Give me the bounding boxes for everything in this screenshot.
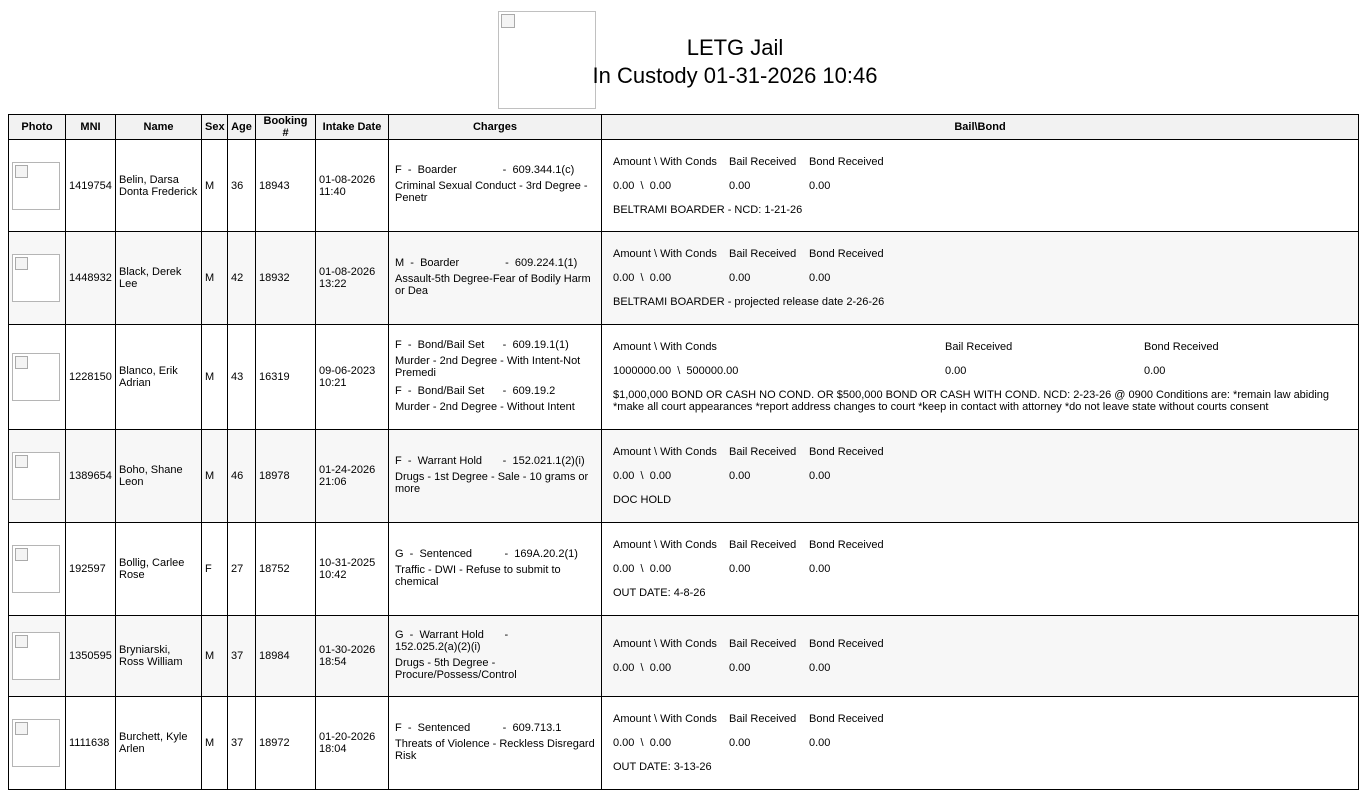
bond-received-value: 0.00 <box>809 470 831 482</box>
intake-date-cell: 01-20-2026 18:04 <box>316 697 389 790</box>
amount-with-conds: 0.00 <box>649 563 672 575</box>
charge-description: Drugs - 1st Degree - Sale - 10 grams or more <box>395 470 589 495</box>
amount-value: 0.00 \ 0.00 <box>613 272 672 284</box>
charge-type: Warrant Hold <box>419 628 484 641</box>
bond-received-label: Bond Received <box>809 713 884 725</box>
sex-cell: F <box>202 523 228 616</box>
booking-cell: 18984 <box>256 616 316 697</box>
bail-received-label: Bail Received <box>729 155 797 168</box>
charge-statute: 169A.20.2(1) <box>514 547 578 560</box>
broken-image-icon <box>15 257 28 270</box>
bail-received-value: 0.00 <box>729 737 751 749</box>
amount-label: Amount \ With Conds <box>613 539 717 551</box>
age-cell: 43 <box>228 325 256 430</box>
bail-received-value: 0.00 <box>945 365 967 377</box>
bond-note: OUT DATE: 4-8-26 <box>613 587 706 599</box>
charges-cell <box>389 430 602 523</box>
col-mni: MNI <box>66 115 116 140</box>
bail-bond-cell <box>602 523 1359 616</box>
mni-cell: 1111638 <box>66 697 116 790</box>
amount-value: 0.00 \ 0.00 <box>613 563 672 575</box>
age-cell: 42 <box>228 232 256 325</box>
bail-bond-cell <box>602 232 1359 325</box>
bond-received-label: Bond Received <box>1144 341 1219 353</box>
table-row <box>9 523 1359 616</box>
charge-description: Murder - 2nd Degree - Without Intent <box>395 400 575 413</box>
amount-value: 1000000.00 \ 500000.00 <box>613 365 739 377</box>
charges-cell <box>389 697 602 790</box>
bail-bond-cell <box>602 140 1359 232</box>
photo-cell <box>9 430 66 523</box>
broken-image-icon <box>15 635 28 648</box>
page-title: LETG Jail <box>686 35 784 60</box>
name-cell: Black, Derek Lee <box>116 232 202 325</box>
amount-no-conds: 0.00 <box>613 563 635 575</box>
age-cell: 36 <box>228 140 256 232</box>
broken-image-icon <box>15 548 28 561</box>
charge: F - Sentenced - 609.713.1 Threats of Violence - Reckless Disregard Risk <box>395 722 598 762</box>
bail-received-value: 0.00 <box>729 470 751 482</box>
bail-received-value: 0.00 <box>729 563 751 575</box>
table-row <box>9 140 1359 232</box>
photo-cell <box>9 697 66 790</box>
charge-type: Bond/Bail Set <box>417 384 485 397</box>
bond-note: BELTRAMI BOARDER - NCD: 1-21-26 <box>613 203 803 216</box>
bond-received-label: Bond Received <box>809 248 884 260</box>
bond-received-value: 0.00 <box>809 737 831 749</box>
name-cell: Boho, Shane Leon <box>116 430 202 523</box>
inmate-photo <box>12 162 60 210</box>
amount-value: 0.00 \ 0.00 <box>613 737 672 749</box>
sex-cell: M <box>202 697 228 790</box>
broken-image-icon <box>15 455 28 468</box>
inmate-photo <box>12 353 60 401</box>
amount-label: Amount \ With Conds <box>613 638 717 650</box>
bond-note: $1,000,000 BOND OR CASH NO COND. OR $500,000 BOND OR CASH WITH COND. NCD: 2-23-26 @ 0900 Conditions are: *remain law abiding *make all court appearances *report address changes to court *keep in contact with attorney *do not leave state without courts consent <box>613 389 1330 413</box>
bail-received-label: Bail Received <box>729 248 797 260</box>
charge-type: Boarder <box>417 164 457 176</box>
bail-received-label: Bail Received <box>729 713 797 725</box>
intake-date-cell: 01-24-2026 21:06 <box>316 430 389 523</box>
intake-date-cell: 01-08-2026 11:40 <box>316 140 389 232</box>
bond-received-value: 0.00 <box>809 179 831 192</box>
bond-received-value: 0.00 <box>809 563 831 575</box>
name-cell: Belin, Darsa Donta Frederick <box>116 140 202 232</box>
charge-level: F <box>395 721 402 734</box>
photo-cell <box>9 616 66 697</box>
charges-cell <box>389 616 602 697</box>
charge: F - Bond/Bail Set - 609.19.2 Murder - 2nd Degree - Without Intent <box>395 385 598 413</box>
charge-description: Criminal Sexual Conduct - 3rd Degree - Penetr <box>395 180 588 204</box>
charges-cell <box>389 523 602 616</box>
intake-date-cell: 10-31-2025 10:42 <box>316 523 389 616</box>
amount-with-conds: 0.00 <box>649 662 672 674</box>
bond-received-value: 0.00 <box>1144 365 1166 377</box>
bail-received-label: Bail Received <box>729 638 797 650</box>
charge-description: Murder - 2nd Degree - With Intent-Not Premedi <box>395 354 581 379</box>
amount-with-conds: 0.00 <box>649 272 672 284</box>
charge: G - Warrant Hold - 152.025.2(a)(2)(i) Drugs - 5th Degree - Procure/Possess/Control <box>395 629 598 681</box>
charge-statute: 152.021.1(2)(i) <box>512 454 585 467</box>
bond-note: OUT DATE: 3-13-26 <box>613 761 712 773</box>
sex-cell: M <box>202 140 228 232</box>
intake-date-cell: 01-08-2026 13:22 <box>316 232 389 325</box>
bail-received-value: 0.00 <box>729 272 751 284</box>
col-intake-date: Intake Date <box>316 115 389 140</box>
broken-image-icon <box>15 356 28 369</box>
broken-image-icon <box>15 165 28 178</box>
bail-received-label: Bail Received <box>729 446 797 458</box>
photo-cell <box>9 140 66 232</box>
table-row <box>9 697 1359 790</box>
booking-cell: 18932 <box>256 232 316 325</box>
age-cell: 37 <box>228 697 256 790</box>
charge-level: G <box>395 628 404 641</box>
table-row <box>9 325 1359 430</box>
amount-no-conds: 0.00 <box>613 470 635 482</box>
col-age: Age <box>228 115 256 140</box>
amount-no-conds: 0.00 <box>613 272 635 284</box>
amount-label: Amount \ With Conds <box>613 248 717 260</box>
charge-type: Bond/Bail Set <box>417 338 485 351</box>
booking-cell: 18972 <box>256 697 316 790</box>
amount-with-conds: 500000.00 <box>686 365 739 377</box>
charge: F - Warrant Hold - 152.021.1(2)(i) Drugs - 1st Degree - Sale - 10 grams or more <box>395 455 598 495</box>
table-header-row <box>9 115 1359 140</box>
bail-received-value: 0.00 <box>729 179 751 192</box>
bail-received-label: Bail Received <box>729 539 797 551</box>
name-cell: Blanco, Erik Adrian <box>116 325 202 430</box>
inmate-photo <box>12 452 60 500</box>
bond-received-value: 0.00 <box>809 272 831 284</box>
booking-cell: 18943 <box>256 140 316 232</box>
charge-level: G <box>395 547 404 560</box>
photo-cell <box>9 325 66 430</box>
charges-cell <box>389 325 602 430</box>
charge-statute: 609.224.1(1) <box>514 256 578 269</box>
bond-received-label: Bond Received <box>809 638 884 650</box>
amount-no-conds: 0.00 <box>613 662 635 674</box>
charge: M - Boarder - 609.224.1(1) Assault-5th Degree-Fear of Bodily Harm or Dea <box>395 257 598 297</box>
age-cell: 27 <box>228 523 256 616</box>
amount-label: Amount \ With Conds <box>613 713 717 725</box>
charge-level: F <box>395 454 402 467</box>
inmate-roster-table <box>8 114 1359 790</box>
charge-type: Warrant Hold <box>417 454 483 467</box>
bail-bond-cell <box>602 325 1359 430</box>
name-cell: Bollig, Carlee Rose <box>116 523 202 616</box>
charge-statute: 609.713.1 <box>512 721 562 734</box>
inmate-photo <box>12 545 60 593</box>
bail-bond-cell <box>602 616 1359 697</box>
bail-bond-cell <box>602 697 1359 790</box>
charge-statute: 609.19.1(1) <box>512 338 569 351</box>
age-cell: 37 <box>228 616 256 697</box>
sex-cell: M <box>202 430 228 523</box>
bail-bond-cell <box>602 430 1359 523</box>
col-charges: Charges <box>389 115 602 140</box>
table-row <box>9 430 1359 523</box>
col-booking: Booking # <box>256 115 316 140</box>
bail-received-value: 0.00 <box>729 662 751 674</box>
charge-statute: 609.344.1(c) <box>512 164 575 176</box>
charge-statute: 609.19.2 <box>512 384 556 397</box>
mni-cell: 1389654 <box>66 430 116 523</box>
sex-cell: M <box>202 325 228 430</box>
bond-received-value: 0.00 <box>809 662 831 674</box>
amount-label: Amount \ With Conds <box>613 446 717 458</box>
charge: F - Boarder - 609.344.1(c) Criminal Sexual Conduct - 3rd Degree - Penetr <box>395 164 598 204</box>
charges-cell <box>389 140 602 232</box>
sex-cell: M <box>202 232 228 325</box>
photo-cell <box>9 523 66 616</box>
table-row <box>9 616 1359 697</box>
photo-cell <box>9 232 66 325</box>
bond-note: BELTRAMI BOARDER - projected release date 2-26-26 <box>613 296 885 308</box>
amount-with-conds: 0.00 <box>649 737 672 749</box>
inmate-photo <box>12 632 60 680</box>
charge-level: M <box>395 256 405 269</box>
mni-cell: 1350595 <box>66 616 116 697</box>
name-cell: Burchett, Kyle Arlen <box>116 697 202 790</box>
charge-description: Traffic - DWI - Refuse to submit to chemical <box>395 563 561 588</box>
amount-with-conds: 0.00 <box>649 470 672 482</box>
broken-image-icon <box>15 722 28 735</box>
charge-description: Assault-5th Degree-Fear of Bodily Harm or Dea <box>395 272 591 297</box>
bond-note: DOC HOLD <box>613 494 672 506</box>
booking-cell: 18978 <box>256 430 316 523</box>
bail-received-label: Bail Received <box>945 341 1013 353</box>
charge-description: Threats of Violence - Reckless Disregard Risk <box>395 737 595 762</box>
amount-label: Amount \ With Conds <box>613 155 717 168</box>
mni-cell: 1448932 <box>66 232 116 325</box>
col-sex: Sex <box>202 115 228 140</box>
table-row <box>9 232 1359 325</box>
sex-cell: M <box>202 616 228 697</box>
amount-value: 0.00 \ 0.00 <box>613 470 672 482</box>
name-cell: Bryniarski, Ross William <box>116 616 202 697</box>
amount-value: 0.00 \ 0.00 <box>613 662 672 674</box>
bond-received-label: Bond Received <box>809 539 884 551</box>
inmate-photo <box>12 719 60 767</box>
booking-cell: 18752 <box>256 523 316 616</box>
charge-type: Boarder <box>420 256 460 269</box>
charge-type: Sentenced <box>417 721 471 734</box>
charge: F - Bond/Bail Set - 609.19.1(1) Murder - 2nd Degree - With Intent-Not Premedi <box>395 339 598 379</box>
charge-level: F <box>395 164 402 176</box>
broken-image-icon <box>501 14 515 28</box>
amount-no-conds: 0.00 <box>613 179 635 192</box>
col-name: Name <box>116 115 202 140</box>
amount-no-conds: 1000000.00 <box>613 365 672 377</box>
charges-cell <box>389 232 602 325</box>
charge-level: F <box>395 338 402 351</box>
inmate-photo <box>12 254 60 302</box>
mni-cell: 1228150 <box>66 325 116 430</box>
bond-received-label: Bond Received <box>809 155 884 168</box>
charge-level: F <box>395 384 402 397</box>
charge: G - Sentenced - 169A.20.2(1) Traffic - DWI - Refuse to submit to chemical <box>395 548 598 588</box>
mni-cell: 1419754 <box>66 140 116 232</box>
amount-label: Amount \ With Conds <box>613 341 717 353</box>
page-subtitle: In Custody 01-31-2026 10:46 <box>592 63 878 88</box>
booking-cell: 16319 <box>256 325 316 430</box>
col-photo: Photo <box>9 115 66 140</box>
col-bail-bond: Bail\Bond <box>602 115 1359 140</box>
age-cell: 46 <box>228 430 256 523</box>
charge-type: Sentenced <box>419 547 473 560</box>
amount-no-conds: 0.00 <box>613 737 635 749</box>
intake-date-cell: 09-06-2023 10:21 <box>316 325 389 430</box>
charge-statute: 152.025.2(a)(2)(i) <box>395 640 481 653</box>
mni-cell: 192597 <box>66 523 116 616</box>
bond-received-label: Bond Received <box>809 446 884 458</box>
amount-with-conds: 0.00 <box>649 179 672 192</box>
intake-date-cell: 01-30-2026 18:54 <box>316 616 389 697</box>
charge-description: Drugs - 5th Degree - Procure/Possess/Control <box>395 656 517 681</box>
amount-value: 0.00 \ 0.00 <box>613 179 672 192</box>
